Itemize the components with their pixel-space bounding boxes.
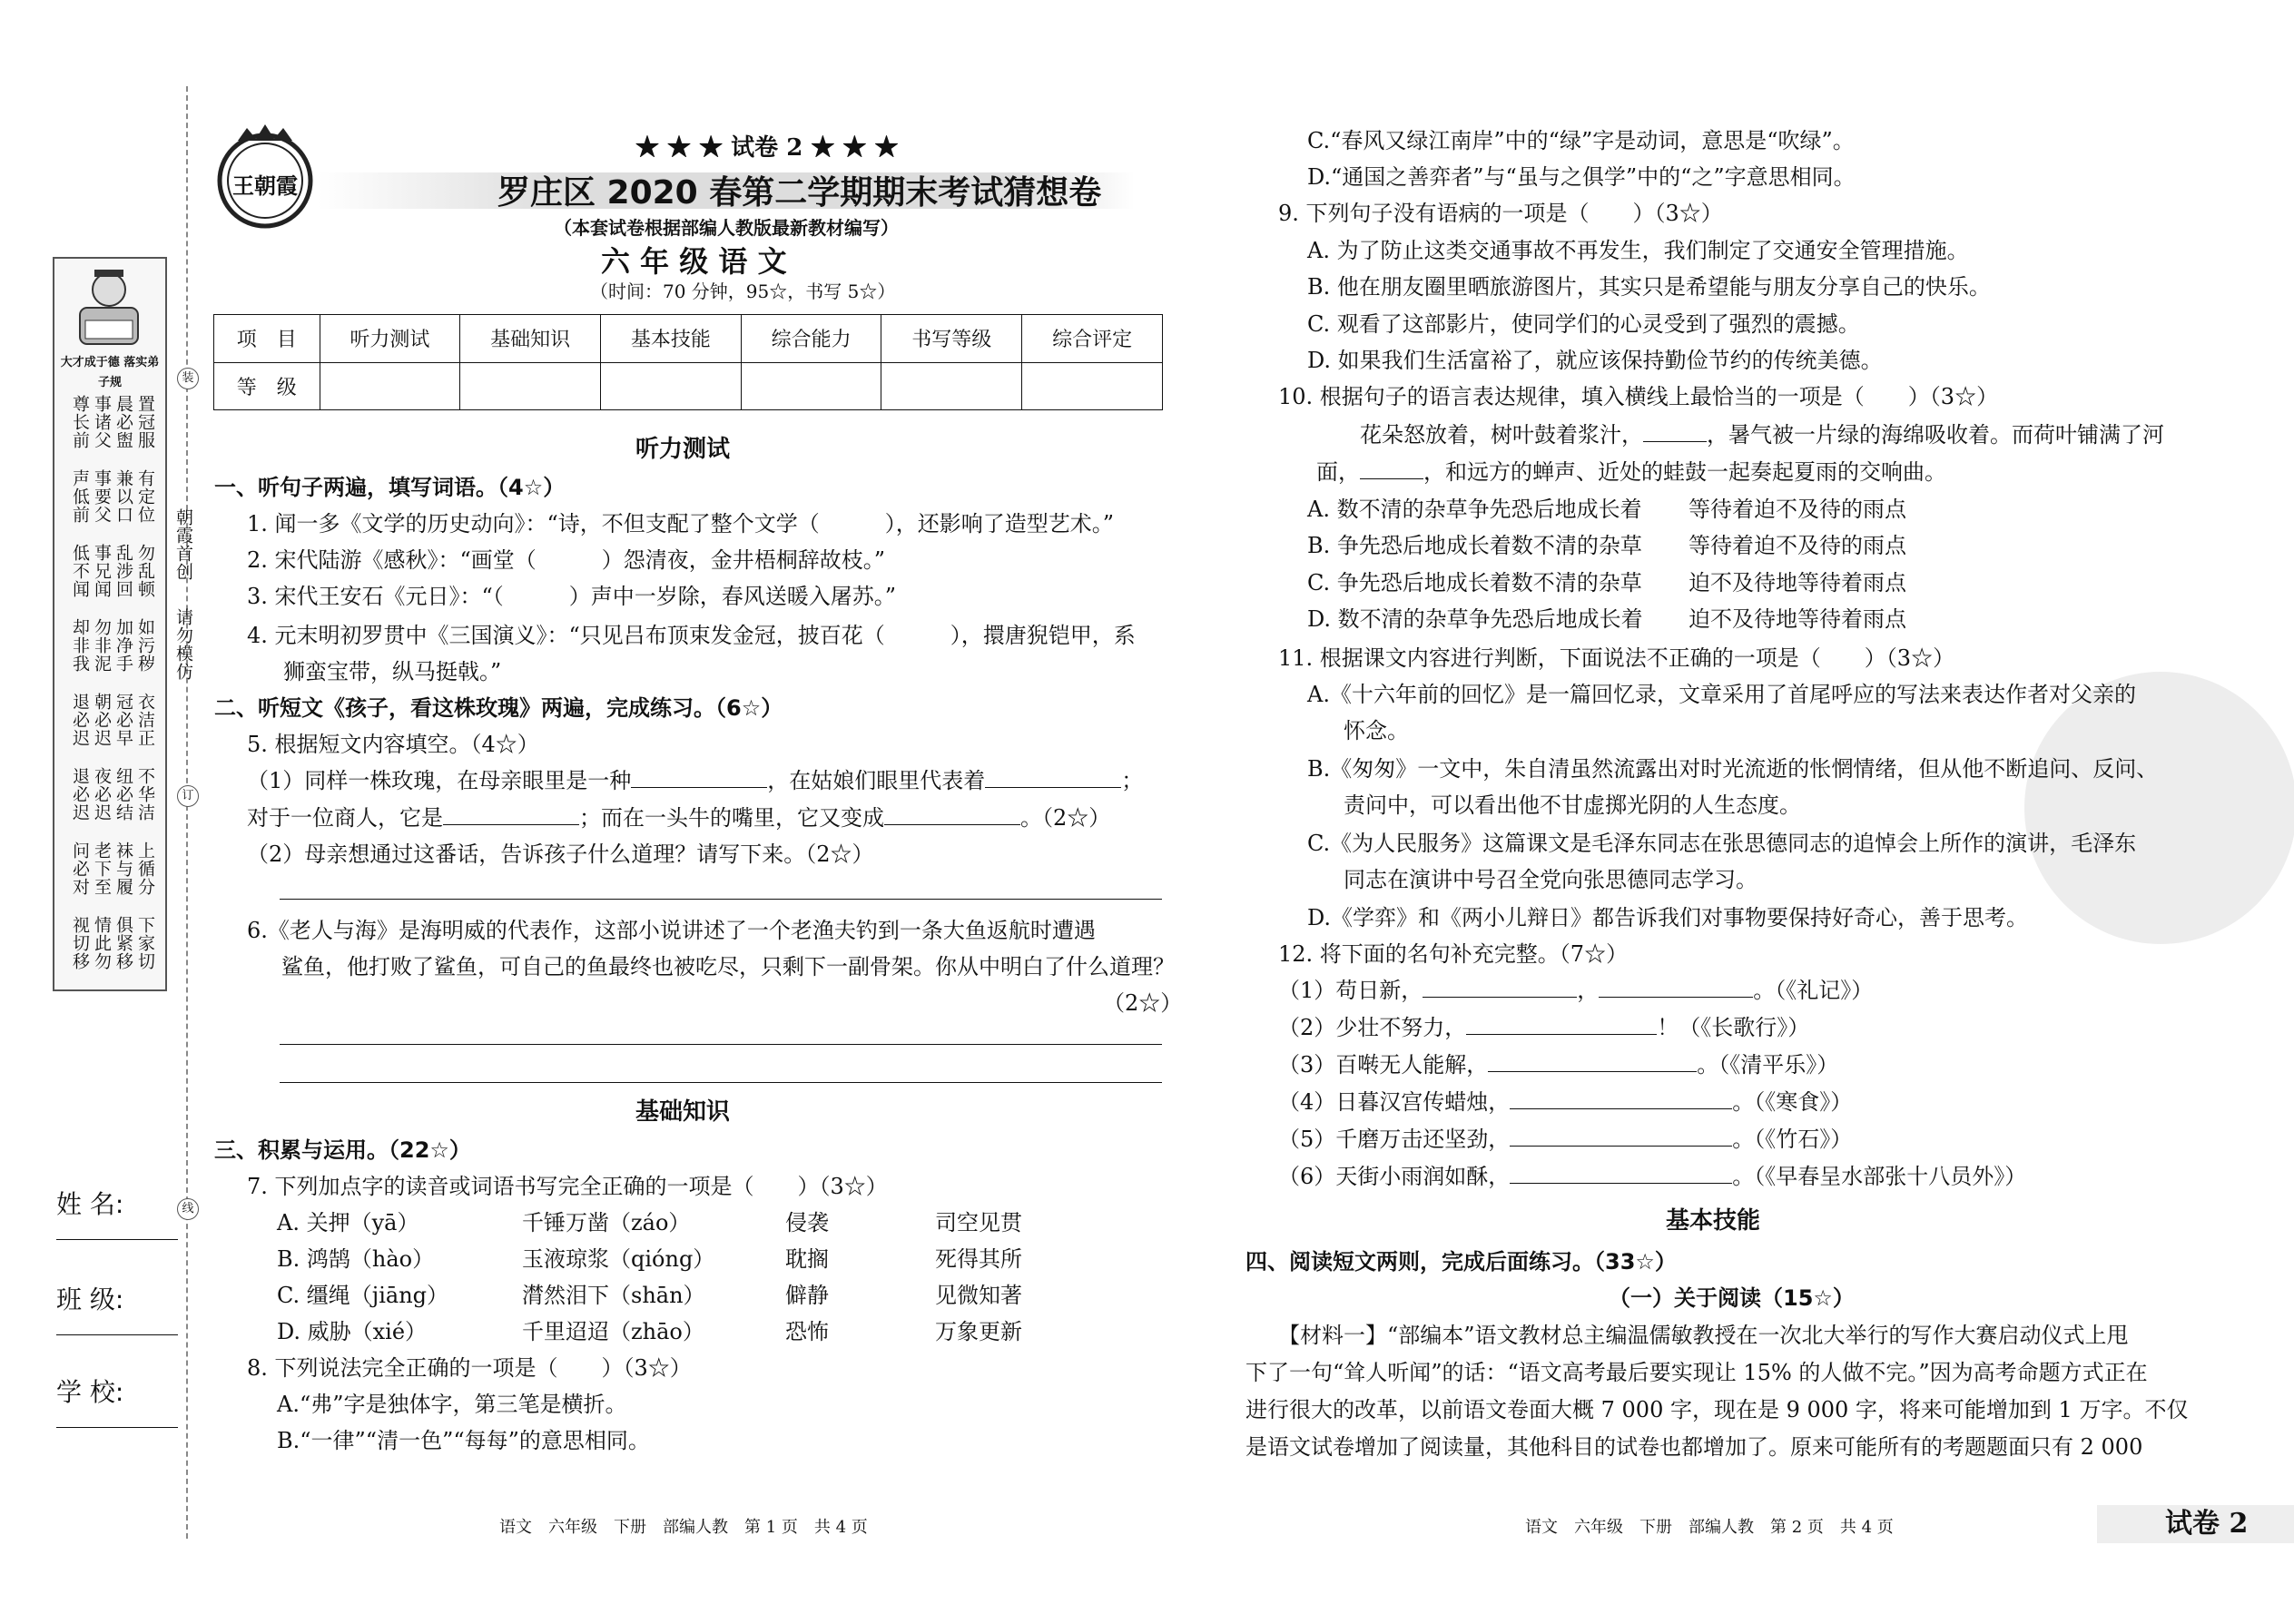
poem-col: 纽必结 <box>113 767 133 822</box>
option[interactable]: D. 威胁（xié） <box>277 1319 428 1344</box>
table-cell: 书写等级 <box>881 315 1022 363</box>
option-word: 见微知著 <box>935 1283 1022 1308</box>
question: （2☆） <box>1103 990 1183 1016</box>
poem-col: 有定位 <box>135 469 155 524</box>
option[interactable]: A.“弗”字是独体字，第三笔是横折。 <box>277 1392 627 1417</box>
question: 11. 根据课文内容进行判断，下面说法不正确的一项是（ ）（3☆） <box>1278 645 1955 671</box>
section-heading: 听力测试 <box>635 436 731 463</box>
q-text: 。（《寒食》） <box>1732 1089 1853 1115</box>
q-text: ，和远方的蝉声、近处的蛙鼓一起奏起夏雨的交响曲。 <box>1423 459 1946 485</box>
poem-col: 俱紧移 <box>113 916 133 970</box>
question <box>247 767 1143 794</box>
option-word: 千锤万凿（záo） <box>522 1210 691 1235</box>
option-cont: 怀念。 <box>1344 718 1409 743</box>
poem-col: 视切移 <box>70 916 90 970</box>
answer-blank[interactable] <box>443 804 579 825</box>
exam-subtitle: （本套试卷根据部编人教版最新教材编写） <box>554 217 899 239</box>
q-text: ！（《长歌行》） <box>1657 1015 1810 1040</box>
subject-title: 六 年 级 语 文 <box>601 244 787 279</box>
q-text: （1）同样一株玫瑰，在母亲眼里是一种 <box>247 768 632 793</box>
option-word: 死得其所 <box>935 1246 1022 1272</box>
poem-col: 却非我 <box>70 618 90 673</box>
q-text: 。（《礼记》） <box>1753 978 1874 1003</box>
q-text: 。（《清平乐》） <box>1697 1052 1839 1078</box>
poem-col: 上循分 <box>135 842 155 896</box>
option[interactable]: B. 争先恐后地成长着数不清的杂草 <box>1307 533 1642 558</box>
fill-item <box>1278 1126 1852 1153</box>
option[interactable]: C.《为人民服务》这篇课文是毛泽东同志在张思德同志的追悼会上所作的演讲，毛泽东 <box>1307 831 2137 856</box>
option[interactable]: B.“一律”“清一色”“每每”的意思相同。 <box>277 1428 650 1453</box>
question: 2. 宋代陆游《感秋》：“画堂（ ）怨清夜，金井梧桐辞故枝。” <box>247 547 886 573</box>
passage-line: 下了一句“耸人听闻”的话：“语文高考最后要实现让 15% 的人做不完。”因为高考命题方式正在 <box>1245 1360 2148 1385</box>
poem-col: 勿乱顿 <box>135 544 155 598</box>
subsection-title: （一）关于阅读（15☆） <box>1609 1285 1855 1311</box>
option-word: 恐怖 <box>785 1319 829 1344</box>
school-field[interactable]: 学 校: <box>56 1373 178 1428</box>
answer-line[interactable] <box>280 1044 1162 1045</box>
passage <box>1360 421 2164 448</box>
class-field[interactable]: 班 级: <box>56 1280 178 1335</box>
answer-blank[interactable] <box>1510 1126 1732 1147</box>
option-word: 迫不及待地等待着雨点 <box>1689 606 1906 632</box>
fill-item <box>1278 977 1873 1004</box>
option[interactable]: D.《学弈》和《两小儿辩日》都告诉我们对事物要保持好奇心，善于思考。 <box>1307 905 2029 930</box>
q-text: （1）苟日新， <box>1278 978 1423 1003</box>
binding-mark: 订 <box>177 785 199 807</box>
poem-col: 朝必迟 <box>92 693 112 747</box>
passage-line: 是语文试卷增加了阅读量，其他科目的试卷也都增加了。原来可能所有的考题题面只有 2 000 <box>1245 1434 2143 1460</box>
page-footer: 语文 六年级 下册 部编人教 第 2 页 共 4 页 <box>1525 1518 1894 1537</box>
grade-cell[interactable] <box>600 362 741 410</box>
option[interactable]: A.《十六年前的回忆》是一篇回忆录，文章采用了首尾呼应的写法来表达作者对父亲的 <box>1307 682 2136 707</box>
option[interactable]: A. 关押（yā） <box>277 1210 419 1235</box>
question: 7. 下列加点字的读音或词语书写完全正确的一项是（ ）（3☆） <box>247 1174 888 1199</box>
poem-col: 置冠服 <box>135 395 155 449</box>
poem-grid <box>64 395 158 985</box>
table-cell: 听力测试 <box>320 315 460 363</box>
poem-col: 事兄闻 <box>92 544 112 598</box>
motto: 大才成于德 落实弟子规 <box>60 356 160 389</box>
option[interactable]: D. 如果我们生活富裕了，就应该保持勤俭节约的传统美德。 <box>1307 348 1883 373</box>
q-text: （2）少壮不努力， <box>1278 1015 1467 1040</box>
q-text: 花朵怒放着，树叶鼓着浆汁， <box>1360 422 1643 448</box>
q-text: ；而在一头牛的嘴里，它又变成 <box>579 805 884 831</box>
scholar-figure-icon <box>71 266 147 349</box>
poem-col: 尊长前 <box>70 395 90 449</box>
poem-col: 下家切 <box>135 916 155 970</box>
question: 4. 元末明初罗贯中《三国演义》：“只见吕布顶束发金冠，披百花（ ），擐唐猊铠甲，系 <box>247 623 1136 648</box>
poem-col: 衣洁正 <box>135 693 155 747</box>
table-cell: 综合评定 <box>1022 315 1163 363</box>
question: 10. 根据句子的语言表达规律，填入横线上最恰当的一项是（ ）（3☆） <box>1278 384 1999 409</box>
table-cell: 基础知识 <box>460 315 601 363</box>
name-field[interactable]: 姓 名: <box>56 1185 178 1240</box>
question: 9. 下列句子没有语病的一项是（ ）（3☆） <box>1278 201 1723 226</box>
poem-col: 情此勿 <box>92 916 112 970</box>
q-text: （3）百啭无人能解， <box>1278 1052 1489 1078</box>
option-word: 玉液琼浆（qióng） <box>522 1246 715 1272</box>
poem-col: 如污秽 <box>135 618 155 673</box>
answer-blank[interactable] <box>1510 1088 1732 1109</box>
option-word: 潸然泪下（shān） <box>522 1283 705 1308</box>
option-word: 等待着迫不及待的雨点 <box>1689 497 1906 522</box>
question: 1. 闻一多《文学的历史动向》：“诗，不但支配了整个文学（ ），还影响了造型艺术。” <box>247 511 1115 536</box>
section-heading: 基础知识 <box>635 1098 731 1126</box>
poem-col: 乱涉回 <box>113 544 133 598</box>
option[interactable]: B.《匆匆》一文中，朱自清虽然流露出对时光流逝的怅惘情绪，但从他不断追问、反问、 <box>1307 756 2159 782</box>
option[interactable]: C. 缰绳（jiāng） <box>277 1283 449 1308</box>
poem-col: 事诸父 <box>92 395 112 449</box>
option[interactable]: B. 鸿鹄（hào） <box>277 1246 435 1272</box>
binding-line <box>186 86 188 1539</box>
poem-col: 袜与履 <box>113 842 133 896</box>
option-word: 迫不及待地等待着雨点 <box>1689 570 1906 595</box>
passage <box>1316 458 1946 486</box>
option[interactable]: C.“春风又绿江南岸”中的“绿”字是动词，意思是“吹绿”。 <box>1307 128 1855 153</box>
answer-blank[interactable] <box>1488 1051 1697 1072</box>
poem-col: 低不闻 <box>70 544 90 598</box>
answer-line[interactable] <box>280 1082 1162 1083</box>
exam-title: 罗庄区 2020 春第二学期期末考试猜想卷 <box>497 174 1102 212</box>
option[interactable]: C. 观看了这部影片，使同学们的心灵受到了强烈的震撼。 <box>1307 311 1860 337</box>
q-text: 对于一位商人，它是 <box>247 805 443 831</box>
question: 12. 将下面的名句补充完整。（7☆） <box>1278 941 1629 967</box>
answer-blank[interactable] <box>985 767 1121 788</box>
option[interactable]: A. 为了防止这类交通事故不再发生，我们制定了交通安全管理措施。 <box>1307 238 1969 263</box>
answer-blank[interactable] <box>1423 977 1577 998</box>
q-text: ， <box>1577 978 1600 1003</box>
answer-blank[interactable] <box>1510 1163 1732 1184</box>
option-word: 等待着迫不及待的雨点 <box>1689 533 1906 558</box>
corner-label: 试卷 2 <box>2165 1508 2249 1540</box>
option-word: 千里迢迢（zhāo） <box>522 1319 704 1344</box>
answer-blank[interactable] <box>1466 1014 1657 1035</box>
poem-col: 加净手 <box>113 618 133 673</box>
question: 6.《老人与海》是海明威的代表作，这部小说讲述了一个老渔夫钓到一条大鱼返航时遭遇 <box>247 918 1096 943</box>
question: （2）母亲想通过这番话，告诉孩子什么道理？请写下来。（2☆） <box>247 842 874 867</box>
poem-col: 问必对 <box>70 842 90 896</box>
q-text: 。（《竹石》） <box>1732 1127 1853 1152</box>
answer-blank[interactable] <box>1360 458 1423 479</box>
answer-blank[interactable] <box>884 804 1020 825</box>
q-text: 。（2☆） <box>1020 805 1111 831</box>
watermark-stamp <box>2024 672 2294 944</box>
answer-blank[interactable] <box>1599 977 1753 998</box>
table-cell: 综合能力 <box>741 315 881 363</box>
brand-logo <box>211 123 320 231</box>
question: 3. 宋代王安石《元日》：“（ ）声中一岁除，春风送暖入屠苏。” <box>247 584 897 609</box>
option-word: 侵袭 <box>785 1210 829 1235</box>
binding-mark: 线 <box>177 1198 199 1220</box>
question: 8. 下列说法完全正确的一项是（ ）（3☆） <box>247 1355 692 1381</box>
question: 狮蛮宝带，纵马挺戟。” <box>283 659 502 684</box>
section-title: 四、阅读短文两则，完成后面练习。（33☆） <box>1245 1249 1677 1275</box>
option-word: 司空见贯 <box>935 1210 1022 1235</box>
q-text: 面， <box>1316 459 1360 485</box>
poem-col: 夜必迟 <box>92 767 112 822</box>
answer-blank[interactable] <box>1643 421 1707 442</box>
passage-line: 【材料一】“部编本”语文教材总主编温儒敏教授在一次北大举行的写作大赛启动仪式上甩 <box>1278 1323 2129 1348</box>
poem-col: 勿非泥 <box>92 618 112 673</box>
poem-col: 不华洁 <box>135 767 155 822</box>
poem-col: 退必迟 <box>70 693 90 747</box>
answer-line[interactable] <box>280 899 1162 900</box>
section-title: 三、积累与运用。（22☆） <box>214 1137 471 1163</box>
table-cell: 等 级 <box>214 362 320 410</box>
fill-item <box>1278 1014 1809 1041</box>
option-word: 僻静 <box>785 1283 829 1308</box>
poem-col: 事要父 <box>92 469 112 524</box>
table-cell: 基本技能 <box>600 315 741 363</box>
sidebar-panel <box>53 257 167 991</box>
q-text: ； <box>1121 768 1144 793</box>
poem-col: 兼以口 <box>113 469 133 524</box>
option-word: 万象更新 <box>935 1319 1022 1344</box>
section-title: 二、听短文《孩子，看这株玫瑰》两遍，完成练习。（6☆） <box>214 695 783 721</box>
poem-col: 老下至 <box>92 842 112 896</box>
fill-item <box>1278 1088 1852 1116</box>
exam-info: （时间：70 分钟，95☆，书写 5☆） <box>590 281 896 302</box>
q-text: ，暑气被一片绿的海绵吸收着。而荷叶铺满了河 <box>1707 422 2164 448</box>
poem-col: 退必迟 <box>70 767 90 822</box>
poem-col: 声低前 <box>70 469 90 524</box>
logo-text: 王朝霞 <box>232 172 298 199</box>
grade-cell[interactable] <box>320 362 460 410</box>
option[interactable]: B. 他在朋友圈里晒旅游图片，其实只是希望能与朋友分享自己的快乐。 <box>1307 274 1991 300</box>
question: 鲨鱼，他打败了鲨鱼，可自己的鱼最终也被吃尽，只剩下一副骨架。你从中明白了什么道理？ <box>281 954 1175 979</box>
binding-mark: 装 <box>177 368 199 389</box>
q-text: 。（《早春呈水部张十八员外》） <box>1732 1164 2027 1189</box>
vertical-note: 请勿模仿 <box>173 608 193 681</box>
question <box>247 804 1110 832</box>
option[interactable]: C. 争先恐后地成长着数不清的杂草 <box>1307 570 1642 595</box>
fill-item <box>1278 1163 2026 1190</box>
answer-blank[interactable] <box>631 767 767 788</box>
passage-line: 进行很大的改革，以前语文卷面大概 7 000 字，现在是 9 000 字，将来可能增加到 1 万字。不仅 <box>1245 1397 2189 1422</box>
option-word: 耽搁 <box>785 1246 829 1272</box>
q-text: （5）千磨万击还坚劲， <box>1278 1127 1511 1152</box>
question: 5. 根据短文内容填空。（4☆） <box>247 732 539 757</box>
page-footer: 语文 六年级 下册 部编人教 第 1 页 共 4 页 <box>499 1518 868 1537</box>
table-cell: 项 目 <box>214 315 320 363</box>
grade-cell[interactable] <box>460 362 601 410</box>
option-cont: 责问中，可以看出他不甘虚掷光阴的人生态度。 <box>1344 792 1801 818</box>
exam-number: ★ ★ ★ 试卷 2 ★ ★ ★ <box>635 134 899 162</box>
section-title: 一、听句子两遍，填写词语。（4☆） <box>214 475 566 500</box>
grade-cell[interactable] <box>881 362 1022 410</box>
option[interactable]: D.“通国之善弈者”与“虽与之俱学”中的“之”字意思相同。 <box>1307 164 1856 190</box>
score-table <box>213 314 1163 410</box>
grade-cell[interactable] <box>741 362 881 410</box>
option[interactable]: A. 数不清的杂草争先恐后地成长着 <box>1307 497 1642 522</box>
poem-col: 冠必早 <box>113 693 133 747</box>
option[interactable]: D. 数不清的杂草争先恐后地成长着 <box>1307 606 1643 632</box>
q-text: ，在姑娘们眼里代表着 <box>767 768 986 793</box>
vertical-note: 朝霞首创 <box>173 508 193 581</box>
fill-item <box>1278 1051 1838 1078</box>
poem-col: 晨必盥 <box>113 395 133 449</box>
grade-cell[interactable] <box>1022 362 1163 410</box>
option-cont: 同志在演讲中号召全党向张思德同志学习。 <box>1344 867 1757 892</box>
q-text: （4）日暮汉宫传蜡烛， <box>1278 1089 1511 1115</box>
q-text: （6）天街小雨润如酥， <box>1278 1164 1511 1189</box>
section-heading: 基本技能 <box>1666 1207 1761 1235</box>
